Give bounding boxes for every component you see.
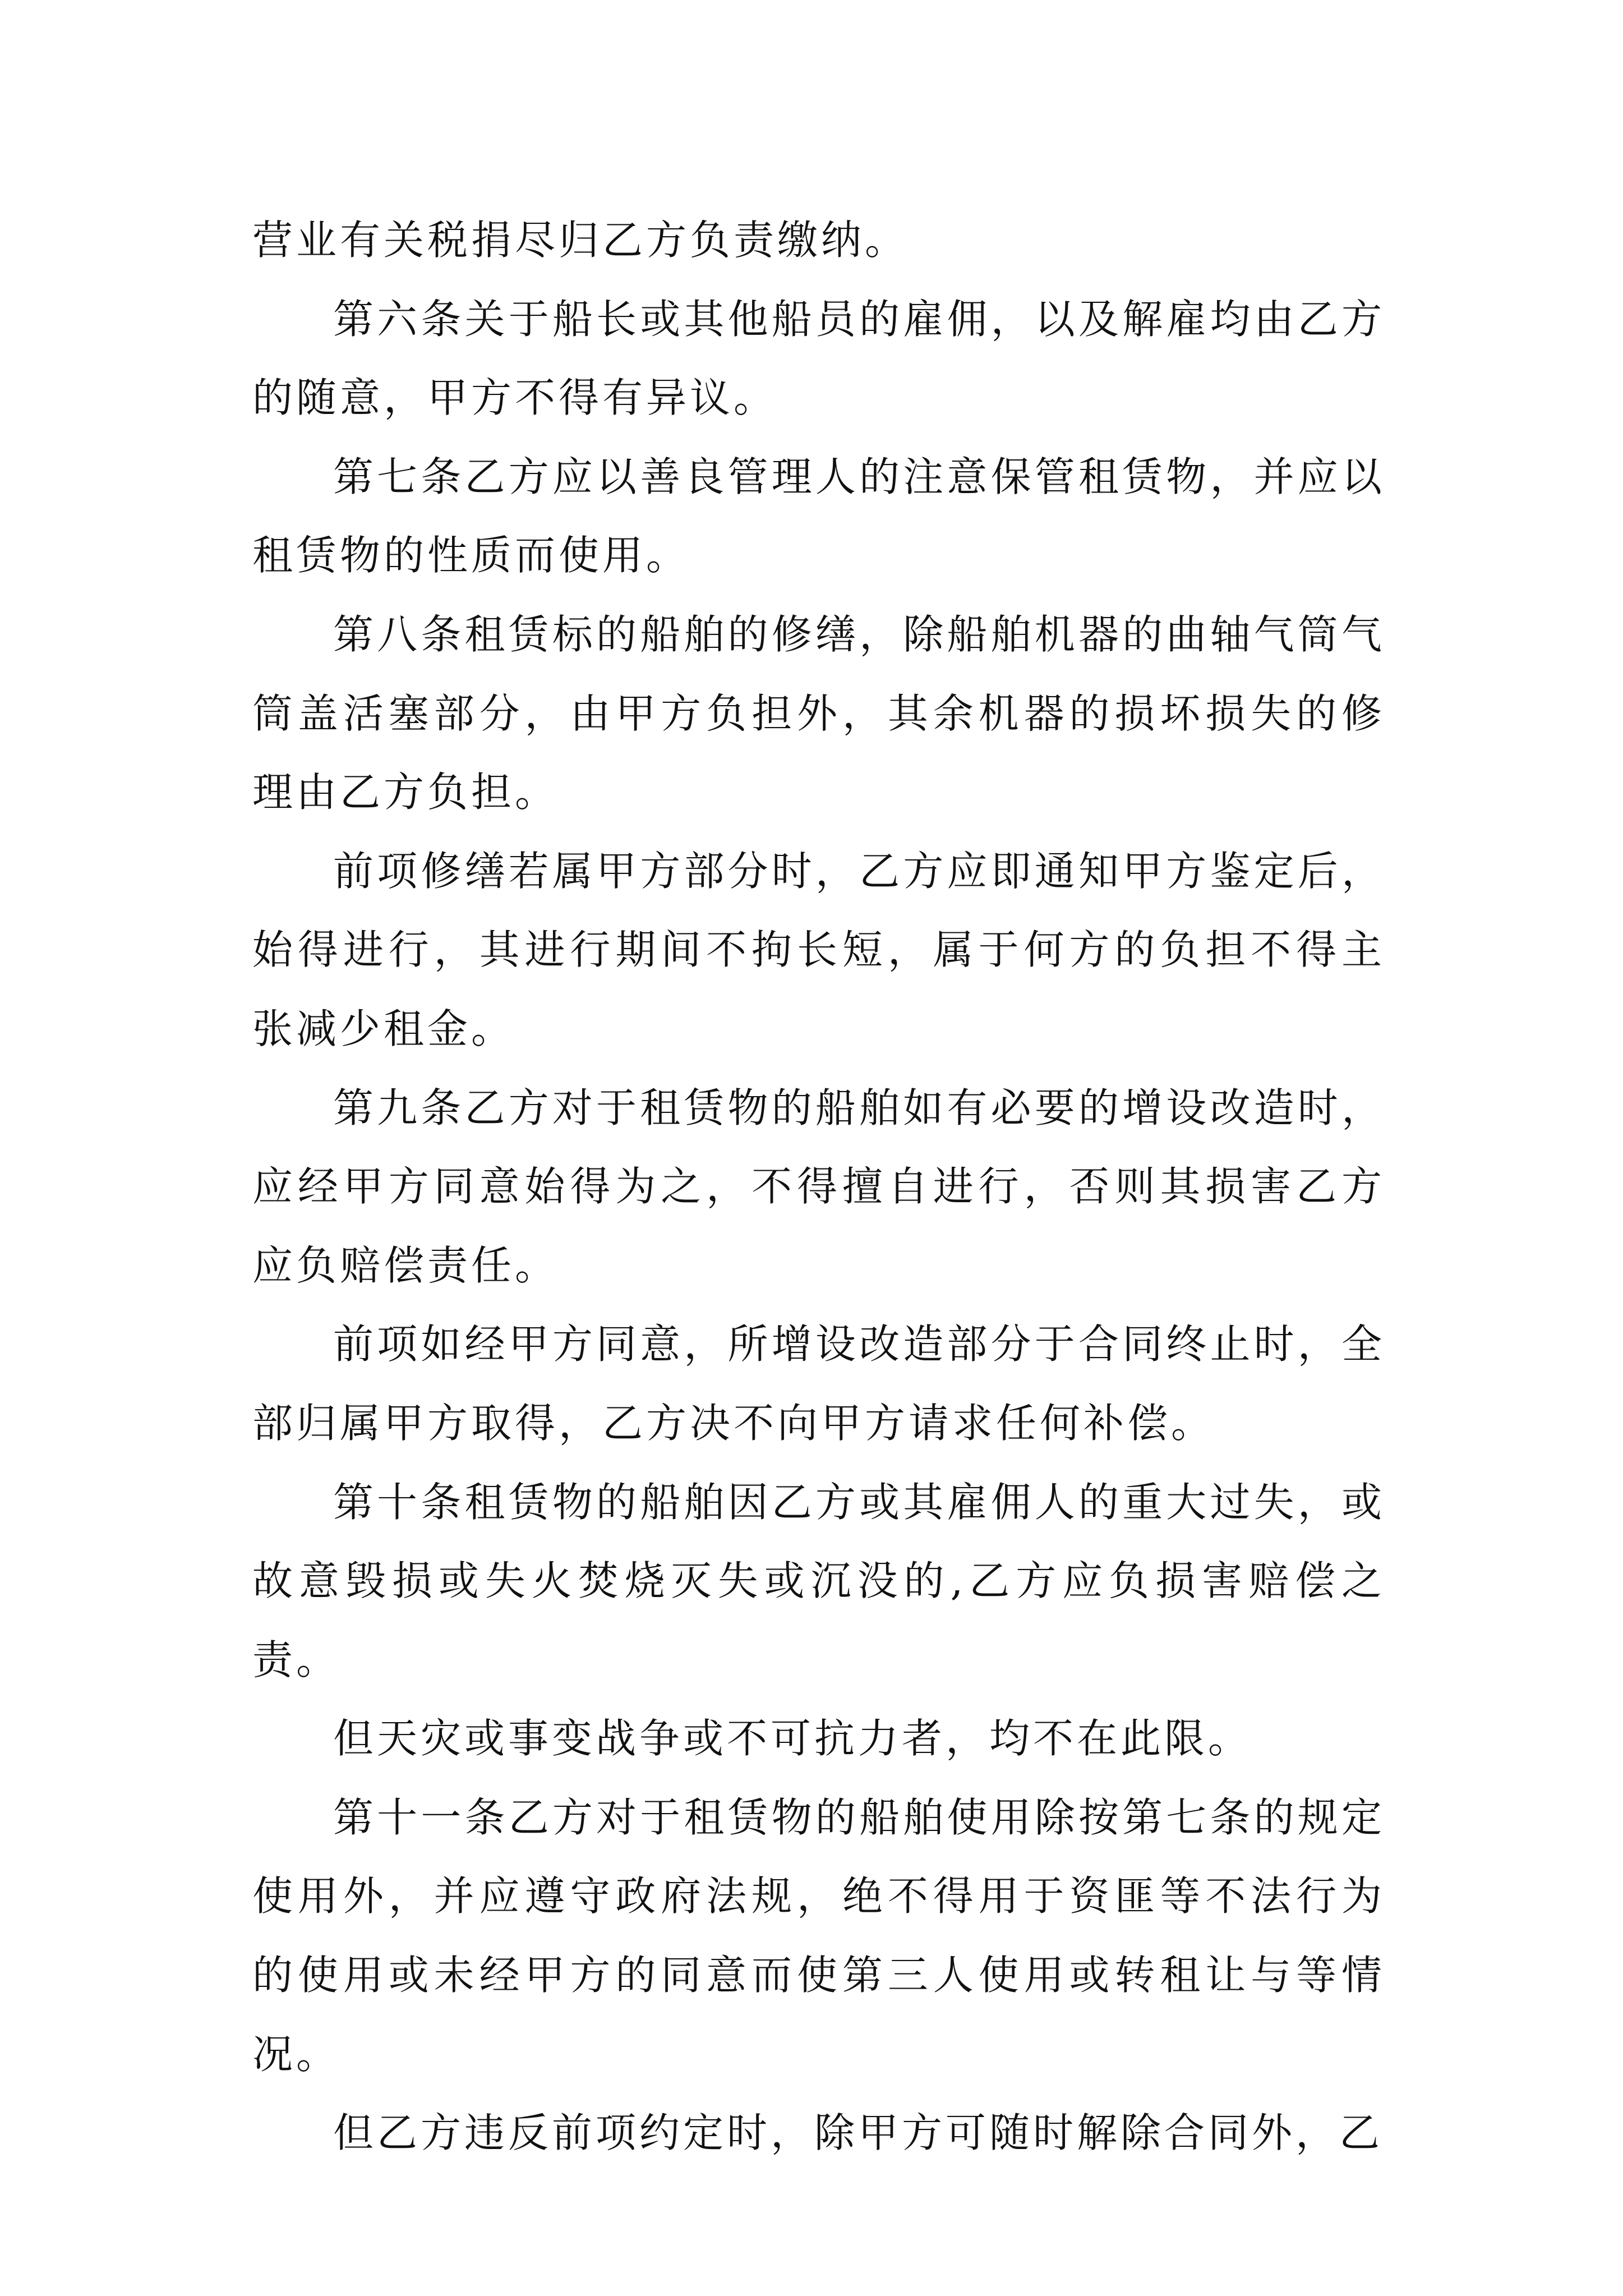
- paragraph-article-7: 第七条乙方应以善良管理人的注意保管租赁物，并应以租赁物的性质而使用。: [252, 453, 1385, 579]
- paragraph-article-9: 第九条乙方对于租赁物的船舶如有必要的增设改造时，应经甲方同意始得为之，不得擅自进行，否则其损害乙方应负赔偿责任。: [252, 1084, 1385, 1289]
- paragraph-article-9-ownership: 前项如经甲方同意，所增设改造部分于合同终止时，全部归属甲方取得，乙方决不向甲方请求任何补偿。: [252, 1320, 1385, 1447]
- paragraph-article-11-breach: 但乙方违反前项约定时，除甲方可随时解除合同外，乙: [333, 2109, 1384, 2157]
- paragraph-article-10: 第十条租赁物的船舶因乙方或其雇佣人的重大过失，或故意毁损或失火焚烧灭失或沉没的,乙方应负损害赔偿之责。: [252, 1478, 1385, 1683]
- paragraph-article-8: 第八条租赁标的船舶的修缮，除船舶机器的曲轴气筒气筒盖活塞部分，由甲方负担外，其余机器的损坏损失的修理由乙方负担。: [252, 610, 1385, 816]
- paragraph-article-6: 第六条关于船长或其他船员的雇佣，以及解雇均由乙方的随意，甲方不得有异议。: [252, 295, 1385, 422]
- paragraph-article-8-repair-notice: 前项修缮若属甲方部分时，乙方应即通知甲方鉴定后，始得进行，其进行期间不拘长短，属于何方的负担不得主张减少租金。: [252, 847, 1385, 1052]
- paragraph-article-11: 第十一条乙方对于租赁物的船舶使用除按第七条的规定使用外，并应遵守政府法规，绝不得用于资匪等不法行为的使用或未经甲方的同意而使第三人使用或转租让与等情况。: [252, 1793, 1385, 2078]
- paragraph-article-10-exception: 但天灾或事变战争或不可抗力者，均不在此限。: [333, 1715, 1252, 1763]
- paragraph-tax-continuation: 营业有关税捐尽归乙方负责缴纳。: [252, 217, 909, 264]
- contract-body-text: [252, 201, 1385, 2173]
